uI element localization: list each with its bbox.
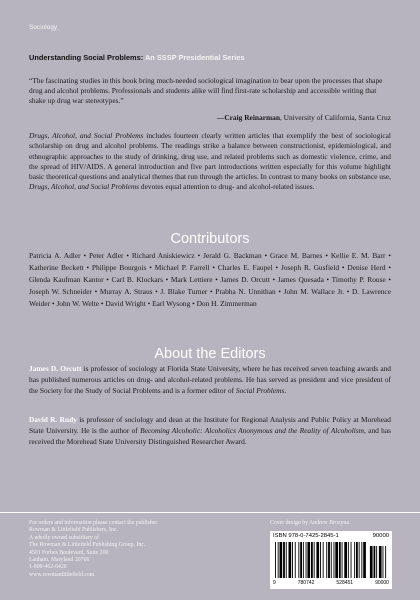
editor-bio-orcutt [29, 364, 391, 396]
contributor-name: Joseph W. Schneider [29, 286, 92, 296]
contributor-name: John W. Welte [56, 298, 100, 308]
description-end: devotes equal attention to drug- and alcohol-related issues. [139, 182, 315, 192]
barcode-bar [295, 542, 296, 578]
barcode-bar [303, 542, 304, 578]
series-line [29, 53, 245, 62]
editor-bio-text: is professor of sociology at Florida State University, where he has received seven teaching awards and has published numerous articles on drug- and alcohol-related problems. He has served as president and vice president of the Society for the Study of Social Problems and is a former editor of [29, 364, 391, 395]
barcode-bar [280, 542, 283, 578]
barcode-bars [273, 542, 389, 580]
footer-line: 1-800-462-6420 [29, 564, 67, 571]
contributor-name: David Wright [105, 298, 146, 308]
footer-line: Rowman & Littlefield Publishers, Inc. [29, 527, 118, 534]
barcode-bar [298, 542, 299, 578]
barcode-bar [354, 542, 355, 578]
addon-barcode-bar [376, 546, 377, 578]
barcode-bar [344, 542, 347, 578]
barcode-digits-addon: 90000 [375, 580, 389, 586]
barcode-digit-prefix: 9 [273, 580, 276, 586]
barcode-bar [348, 542, 349, 578]
endorsement-affiliation: , University of California, Santa Cruz [279, 113, 391, 122]
publisher-info [29, 520, 269, 579]
contributors-list: Patricia A. Adler • Peter Adler • Richard Aniskiewicz • Jerald G. Backman • Grace M. Barnes • Kellie E. M. Barr • Katherine Beckett • Philippe Bourgois • Michael P. Farrell • Charles E. Faupel • Joseph R. Gusfield • Denise Herd • Glenda Kaufman Kantor • Carl B. Klockars • Mark Lettiere • James D. Orcutt • James Quesada • Timothy P. Rouse • Joseph W. Schneider • Murray A. Straus • J. Blake Turner • Prabha N. Unnithan • John M. Wallace Jr. • D. Lawrence Weider • John W. Welte • David Wright • Earl Wysong • Don H. Zimmerman [29, 251, 392, 308]
bottom-divider [0, 512, 420, 513]
contributor-name: Earl Wysong [152, 298, 191, 308]
addon-barcode-bar [370, 546, 373, 578]
barcode-bar [300, 542, 302, 578]
barcode-bar [275, 542, 276, 578]
barcode-bar [342, 542, 343, 578]
footer-line: A wholly owned subsidiary of [29, 534, 99, 541]
bio-end: , and has received the Morehead State University Distinguished Researcher Award. [29, 425, 391, 446]
contributor-name: Don H. Zimmerman [196, 298, 257, 308]
barcode-digits-left: 780742 [297, 580, 315, 586]
bio-end: . [284, 385, 287, 395]
barcode-bar [359, 542, 360, 578]
editor-name-orcutt: James D. Orcutt [29, 364, 82, 373]
barcode-bar [363, 542, 366, 578]
contributor-name: John M. Wallace Jr. [283, 286, 345, 296]
endorsement-author: —Craig Reinarman [216, 113, 280, 122]
contributor-name: Peter Adler [88, 251, 124, 260]
endorsement-attribution [217, 113, 391, 122]
barcode-bar [311, 542, 313, 578]
isbn-row [273, 533, 389, 539]
contributor-name: Richard Aniskiewicz [131, 251, 195, 260]
barcode-panel [270, 531, 392, 589]
contributor-name: Joseph R. Gusfield [280, 262, 340, 272]
barcode-bar [286, 542, 287, 578]
addon-barcode-bar [385, 546, 386, 578]
barcode-bar [323, 542, 324, 578]
contributor-name: Charles E. Faupel [217, 262, 273, 272]
barcode-bar [328, 542, 330, 578]
publisher-website: www.rowmanlittlefield.com [29, 571, 95, 578]
editor-bio-text: is professor of sociology and dean at the Institute for Regional Analysis and Public Policy at Morehead State University. He is the author of [29, 415, 391, 435]
contributor-name: Mark Lettiere [170, 274, 213, 284]
cover-design-credit: Cover design by Andrew Brozyna [270, 520, 349, 526]
series-subtitle: An SSSP Presidential Series [144, 53, 245, 62]
contributor-name: Katherine Beckett [29, 262, 84, 272]
barcode-bar [339, 542, 341, 578]
contributor-name: Grace M. Barnes [270, 251, 323, 260]
contributor-name: Timothy P. Rouse [331, 274, 386, 284]
barcode-bar [289, 542, 292, 578]
barcode-bar [283, 542, 285, 578]
barcode-bar [307, 542, 310, 578]
barcode-bar [334, 542, 335, 578]
barcode-bar [314, 542, 315, 578]
addon-barcode-bar [379, 546, 382, 578]
contributor-name: James Quesada [277, 274, 324, 284]
editor-name-rudy: David R. Rudy [29, 415, 77, 424]
barcode-digits-right: 528451 [336, 580, 354, 586]
isbn-text: ISBN 978-0-7425-2845-1 [273, 533, 339, 539]
contributor-name: Michael P. Farrell [154, 262, 210, 272]
journal-title: Social Problems [235, 385, 285, 395]
editor-bio-rudy [29, 415, 391, 447]
book-title-rudy: Becoming Alcoholic: Alcoholics Anonymous and the Reality of Alcoholism [140, 425, 365, 435]
price-code: 90000 [372, 533, 389, 539]
contributor-name: Kellie E. M. Barr [330, 251, 386, 260]
barcode-bar [361, 542, 362, 578]
contributor-name: J. Blake Turner [160, 286, 208, 296]
barcode-bar [292, 542, 293, 578]
contributor-name: Murray A. Straus [99, 286, 153, 296]
contributor-name: Carl B. Klockars [111, 274, 164, 284]
contributor-name: Prabha N. Unnithan [215, 286, 276, 296]
barcode-bar [331, 542, 332, 578]
barcode-bar [335, 542, 338, 578]
contributor-name: Glenda Kaufman Kantor [29, 274, 104, 284]
addon-barcode-bar [374, 546, 376, 578]
contributor-name: Denise Herd [347, 262, 386, 272]
contributor-name: James D. Orcutt [220, 274, 270, 284]
contributor-name: D. Lawrence Weider [29, 286, 391, 308]
contributor-name: Patricia A. Adler [29, 251, 81, 260]
barcode-bar [316, 542, 319, 578]
barcode-bar [320, 542, 321, 578]
barcode-bar [306, 542, 307, 578]
contributor-name: Philippe Bourgois [91, 262, 147, 272]
book-title-italic: Drugs, Alcohol, and Social Problems [29, 131, 144, 140]
addon-barcode-bar [383, 546, 384, 578]
editors-heading: About the Editors [154, 346, 266, 362]
contributors-heading: Contributors [170, 231, 250, 247]
footer-line: The Rowman & Littlefield Publishing Group, Inc. [29, 542, 146, 549]
barcode-bar [356, 542, 358, 578]
contributor-name: Jerald G. Backman [203, 251, 262, 260]
series-title: Understanding Social Problems: [29, 53, 144, 62]
footer-line: 4501 Forbes Boulevard, Suite 200 [29, 549, 109, 556]
barcode-bar [326, 542, 327, 578]
footer-line: Lanham, Maryland 20706 [29, 557, 90, 564]
category-label: Sociology [29, 24, 58, 31]
barcode-bar [278, 542, 279, 578]
endorsement-quote: “The fascinating studies in this book bring much-needed sociological imagination to bear upon the processes that shape drug and alcohol problems. Professionals and students alike will find first-rate scholarship and accessible writing that shake up drug war stereotypes.” [29, 76, 383, 106]
book-title-italic-2: Drugs, Alcohol, and Social Problems [29, 182, 140, 192]
barcode-bar [351, 542, 352, 578]
description-body: includes fourteen clearly written articles that exemplify the best of sociological scholarship on drug and alcohol problems. The readings strike a balance between constructionist, epidemiological, and ethnographic approaches to the study of drinking, drug use, and related problems such as domestic violence, crime, and the spread of HIV/AIDS. A general introduction and five part introductions written especially for this volume highlight basic theoretical questions and analytical themes that run through the articles. In contrast to many books on substance use, [29, 131, 391, 181]
barcode-digits-row [273, 580, 389, 586]
footer-line: For orders and information please contact the publisher [29, 520, 158, 526]
book-description [29, 131, 391, 193]
